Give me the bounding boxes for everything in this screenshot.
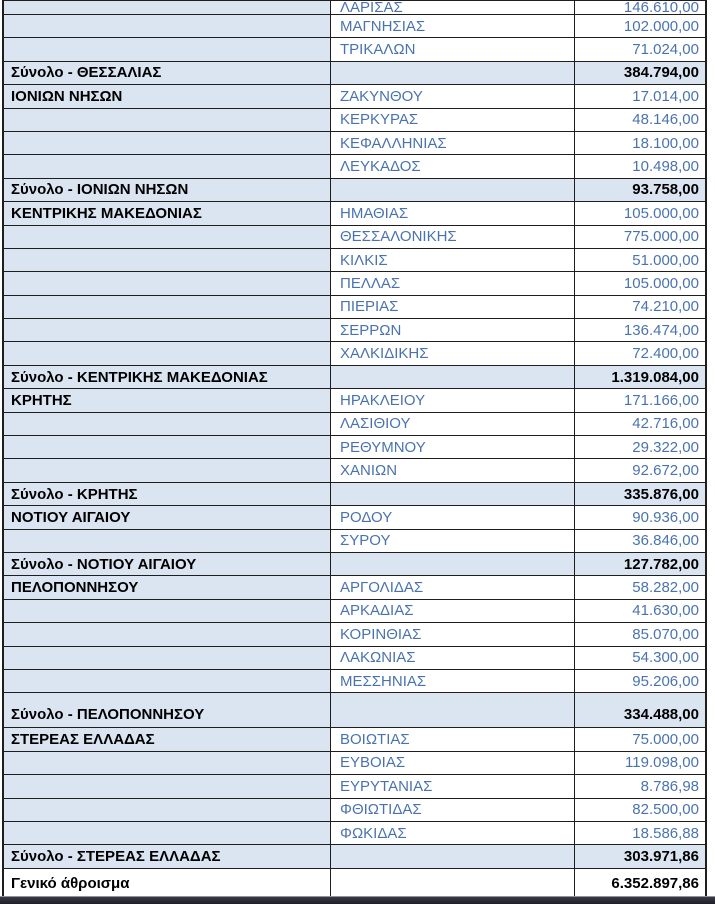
region-cell[interactable] xyxy=(4,670,331,693)
table-row xyxy=(4,15,705,38)
region-cell[interactable]: ΠΕΛΟΠΟΝΝΗΣΟΥ xyxy=(4,576,331,599)
prefecture-cell[interactable] xyxy=(331,483,575,506)
region-cell[interactable] xyxy=(4,436,331,459)
table-row xyxy=(4,530,705,553)
amount-cell[interactable]: 92.672,00 xyxy=(575,459,705,482)
region-cell[interactable] xyxy=(4,822,331,845)
table-row xyxy=(4,319,705,342)
region-cell[interactable] xyxy=(4,413,331,436)
table-row xyxy=(4,506,705,529)
prefecture-cell[interactable]: ΛΑΣΙΘΙΟΥ xyxy=(331,413,575,436)
table-row xyxy=(4,436,705,459)
prefecture-cell[interactable]: ΑΡΚΑΔΙΑΣ xyxy=(331,600,575,623)
table-row xyxy=(4,775,705,798)
region-cell[interactable]: Σύνολο - ΘΕΣΣΑΛΙΑΣ xyxy=(4,62,331,85)
prefecture-cell[interactable]: ΑΡΓΟΛΙΔΑΣ xyxy=(331,576,575,599)
subtotal-row xyxy=(4,483,705,506)
prefecture-cell[interactable]: ΧΑΛΚΙΔΙΚΗΣ xyxy=(331,342,575,365)
region-cell[interactable] xyxy=(4,775,331,798)
prefecture-cell[interactable]: ΠΙΕΡΙΑΣ xyxy=(331,296,575,319)
region-cell[interactable] xyxy=(4,623,331,646)
table-row xyxy=(4,1,705,15)
region-cell[interactable]: Σύνολο - ΣΤΕΡΕΑΣ ΕΛΛΑΔΑΣ xyxy=(4,845,331,868)
prefecture-cell[interactable] xyxy=(331,62,575,85)
prefecture-cell[interactable]: ΣΕΡΡΩΝ xyxy=(331,319,575,342)
region-cell[interactable]: ΙΟΝΙΩΝ ΝΗΣΩΝ xyxy=(4,85,331,108)
table-row xyxy=(4,670,705,693)
table-row xyxy=(4,623,705,646)
table-row xyxy=(4,202,705,225)
table-row xyxy=(4,600,705,623)
amount-cell[interactable]: 82.500,00 xyxy=(575,799,705,822)
region-cell[interactable]: ΚΕΝΤΡΙΚΗΣ ΜΑΚΕΔΟΝΙΑΣ xyxy=(4,202,331,225)
amount-cell[interactable]: 334.488,00 xyxy=(575,693,705,728)
subtotal-row xyxy=(4,553,705,576)
region-cell[interactable] xyxy=(4,249,331,272)
region-cell[interactable]: Σύνολο - ΠΕΛΟΠΟΝΝΗΣΟΥ xyxy=(4,693,331,728)
region-cell[interactable] xyxy=(4,296,331,319)
region-cell[interactable] xyxy=(4,15,331,38)
grand-total-row xyxy=(4,869,705,897)
region-cell[interactable]: ΚΡΗΤΗΣ xyxy=(4,389,331,412)
amount-cell[interactable]: 6.352.897,86 xyxy=(575,869,705,897)
amount-cell[interactable]: 171.166,00 xyxy=(575,389,705,412)
amount-cell[interactable]: 8.786,98 xyxy=(575,775,705,798)
prefecture-cell[interactable] xyxy=(331,845,575,868)
amount-cell[interactable]: 85.070,00 xyxy=(575,623,705,646)
prefecture-cell[interactable]: ΚΕΦΑΛΛΗΝΙΑΣ xyxy=(331,132,575,155)
prefecture-cell[interactable]: ΜΑΓΝΗΣΙΑΣ xyxy=(331,15,575,38)
table-row xyxy=(4,38,705,61)
prefecture-cell[interactable]: ΡΕΘΥΜΝΟΥ xyxy=(331,436,575,459)
prefecture-cell[interactable]: ΠΕΛΛΑΣ xyxy=(331,272,575,295)
prefecture-cell[interactable]: ΡΟΔΟΥ xyxy=(331,506,575,529)
table-row xyxy=(4,576,705,599)
region-cell[interactable]: Σύνολο - ΙΟΝΙΩΝ ΝΗΣΩΝ xyxy=(4,179,331,202)
region-cell[interactable] xyxy=(4,459,331,482)
amount-cell[interactable]: 303.971,86 xyxy=(575,845,705,868)
region-cell[interactable] xyxy=(4,1,331,15)
table-row xyxy=(4,459,705,482)
table-row xyxy=(4,296,705,319)
amount-cell[interactable]: 10.498,00 xyxy=(575,155,705,178)
amount-cell[interactable]: 42.716,00 xyxy=(575,413,705,436)
window-bottom-bar xyxy=(0,896,715,904)
prefecture-cell[interactable]: ΗΜΑΘΙΑΣ xyxy=(331,202,575,225)
amount-cell[interactable]: 36.846,00 xyxy=(575,530,705,553)
amount-cell[interactable]: 74.210,00 xyxy=(575,296,705,319)
region-cell[interactable]: ΝΟΤΙΟΥ ΑΙΓΑΙΟΥ xyxy=(4,506,331,529)
prefecture-cell[interactable]: ΚΟΡΙΝΘΙΑΣ xyxy=(331,623,575,646)
pivot-table xyxy=(2,0,707,897)
table-row xyxy=(4,647,705,670)
region-cell[interactable] xyxy=(4,272,331,295)
prefecture-cell[interactable] xyxy=(331,366,575,389)
prefecture-cell[interactable]: ΚΙΛΚΙΣ xyxy=(331,249,575,272)
table-row xyxy=(4,389,705,412)
amount-cell[interactable]: 58.282,00 xyxy=(575,576,705,599)
prefecture-cell[interactable] xyxy=(331,869,575,897)
amount-cell[interactable]: 1.319.084,00 xyxy=(575,366,705,389)
region-cell[interactable] xyxy=(4,319,331,342)
region-cell[interactable] xyxy=(4,226,331,249)
prefecture-cell[interactable]: ΣΥΡΟΥ xyxy=(331,530,575,553)
region-cell[interactable] xyxy=(4,799,331,822)
prefecture-cell[interactable]: ΘΕΣΣΑΛΟΝΙΚΗΣ xyxy=(331,226,575,249)
amount-cell[interactable]: 75.000,00 xyxy=(575,728,705,751)
amount-cell[interactable]: 136.474,00 xyxy=(575,319,705,342)
amount-cell[interactable]: 119.098,00 xyxy=(575,752,705,775)
table-row xyxy=(4,132,705,155)
prefecture-cell[interactable]: ΕΥΡΥΤΑΝΙΑΣ xyxy=(331,775,575,798)
amount-cell[interactable]: 105.000,00 xyxy=(575,202,705,225)
table-row xyxy=(4,752,705,775)
table-body xyxy=(4,1,705,897)
region-cell[interactable]: Σύνολο - ΚΕΝΤΡΙΚΗΣ ΜΑΚΕΔΟΝΙΑΣ xyxy=(4,366,331,389)
table-row xyxy=(4,342,705,365)
region-cell[interactable]: Γενικό άθροισμα xyxy=(4,869,331,897)
region-cell[interactable] xyxy=(4,647,331,670)
region-cell[interactable] xyxy=(4,155,331,178)
amount-cell[interactable]: 146.610,00 xyxy=(575,1,705,15)
table-row xyxy=(4,413,705,436)
region-cell[interactable]: ΣΤΕΡΕΑΣ ΕΛΛΑΔΑΣ xyxy=(4,728,331,751)
amount-cell[interactable]: 18.100,00 xyxy=(575,132,705,155)
amount-cell[interactable]: 51.000,00 xyxy=(575,249,705,272)
amount-cell[interactable]: 48.146,00 xyxy=(575,109,705,132)
table-row xyxy=(4,85,705,108)
amount-cell[interactable]: 54.300,00 xyxy=(575,647,705,670)
prefecture-cell[interactable]: ΒΟΙΩΤΙΑΣ xyxy=(331,728,575,751)
amount-cell[interactable]: 384.794,00 xyxy=(575,62,705,85)
prefecture-cell[interactable]: ΧΑΝΙΩΝ xyxy=(331,459,575,482)
amount-cell[interactable]: 102.000,00 xyxy=(575,15,705,38)
amount-cell[interactable]: 41.630,00 xyxy=(575,600,705,623)
amount-cell[interactable]: 29.322,00 xyxy=(575,436,705,459)
table-row xyxy=(4,822,705,845)
subtotal-row xyxy=(4,693,705,728)
region-cell[interactable] xyxy=(4,752,331,775)
prefecture-cell[interactable]: ΛΑΡΙΣΑΣ xyxy=(331,1,575,15)
prefecture-cell[interactable]: ΜΕΣΣΗΝΙΑΣ xyxy=(331,670,575,693)
amount-cell[interactable]: 127.782,00 xyxy=(575,553,705,576)
region-cell[interactable] xyxy=(4,132,331,155)
subtotal-row xyxy=(4,62,705,85)
amount-cell[interactable]: 105.000,00 xyxy=(575,272,705,295)
subtotal-row xyxy=(4,366,705,389)
region-cell[interactable] xyxy=(4,342,331,365)
table-row xyxy=(4,728,705,751)
prefecture-cell[interactable] xyxy=(331,179,575,202)
prefecture-cell[interactable]: ΤΡΙΚΑΛΩΝ xyxy=(331,38,575,61)
table-row xyxy=(4,249,705,272)
region-cell[interactable]: Σύνολο - ΚΡΗΤΗΣ xyxy=(4,483,331,506)
prefecture-cell[interactable]: ΕΥΒΟΙΑΣ xyxy=(331,752,575,775)
region-cell[interactable] xyxy=(4,38,331,61)
amount-cell[interactable]: 18.586,88 xyxy=(575,822,705,845)
table-row xyxy=(4,155,705,178)
subtotal-row xyxy=(4,845,705,868)
region-cell[interactable] xyxy=(4,109,331,132)
amount-cell[interactable]: 71.024,00 xyxy=(575,38,705,61)
amount-cell[interactable]: 90.936,00 xyxy=(575,506,705,529)
amount-cell[interactable]: 95.206,00 xyxy=(575,670,705,693)
region-cell[interactable]: Σύνολο - ΝΟΤΙΟΥ ΑΙΓΑΙΟΥ xyxy=(4,553,331,576)
subtotal-row xyxy=(4,179,705,202)
amount-cell[interactable]: 93.758,00 xyxy=(575,179,705,202)
prefecture-cell[interactable]: ΗΡΑΚΛΕΙΟΥ xyxy=(331,389,575,412)
table-row xyxy=(4,272,705,295)
prefecture-cell[interactable]: ΦΘΙΩΤΙΔΑΣ xyxy=(331,799,575,822)
region-cell[interactable] xyxy=(4,530,331,553)
amount-cell[interactable]: 775.000,00 xyxy=(575,226,705,249)
table-row xyxy=(4,226,705,249)
region-cell[interactable] xyxy=(4,600,331,623)
prefecture-cell[interactable]: ΦΩΚΙΔΑΣ xyxy=(331,822,575,845)
table-row xyxy=(4,799,705,822)
amount-cell[interactable]: 335.876,00 xyxy=(575,483,705,506)
prefecture-cell[interactable]: ΚΕΡΚΥΡΑΣ xyxy=(331,109,575,132)
prefecture-cell[interactable]: ΛΑΚΩΝΙΑΣ xyxy=(331,647,575,670)
amount-cell[interactable]: 72.400,00 xyxy=(575,342,705,365)
table-row xyxy=(4,109,705,132)
prefecture-cell[interactable] xyxy=(331,553,575,576)
prefecture-cell[interactable]: ΛΕΥΚΑΔΟΣ xyxy=(331,155,575,178)
prefecture-cell[interactable]: ΖΑΚΥΝΘΟΥ xyxy=(331,85,575,108)
prefecture-cell[interactable] xyxy=(331,693,575,728)
amount-cell[interactable]: 17.014,00 xyxy=(575,85,705,108)
